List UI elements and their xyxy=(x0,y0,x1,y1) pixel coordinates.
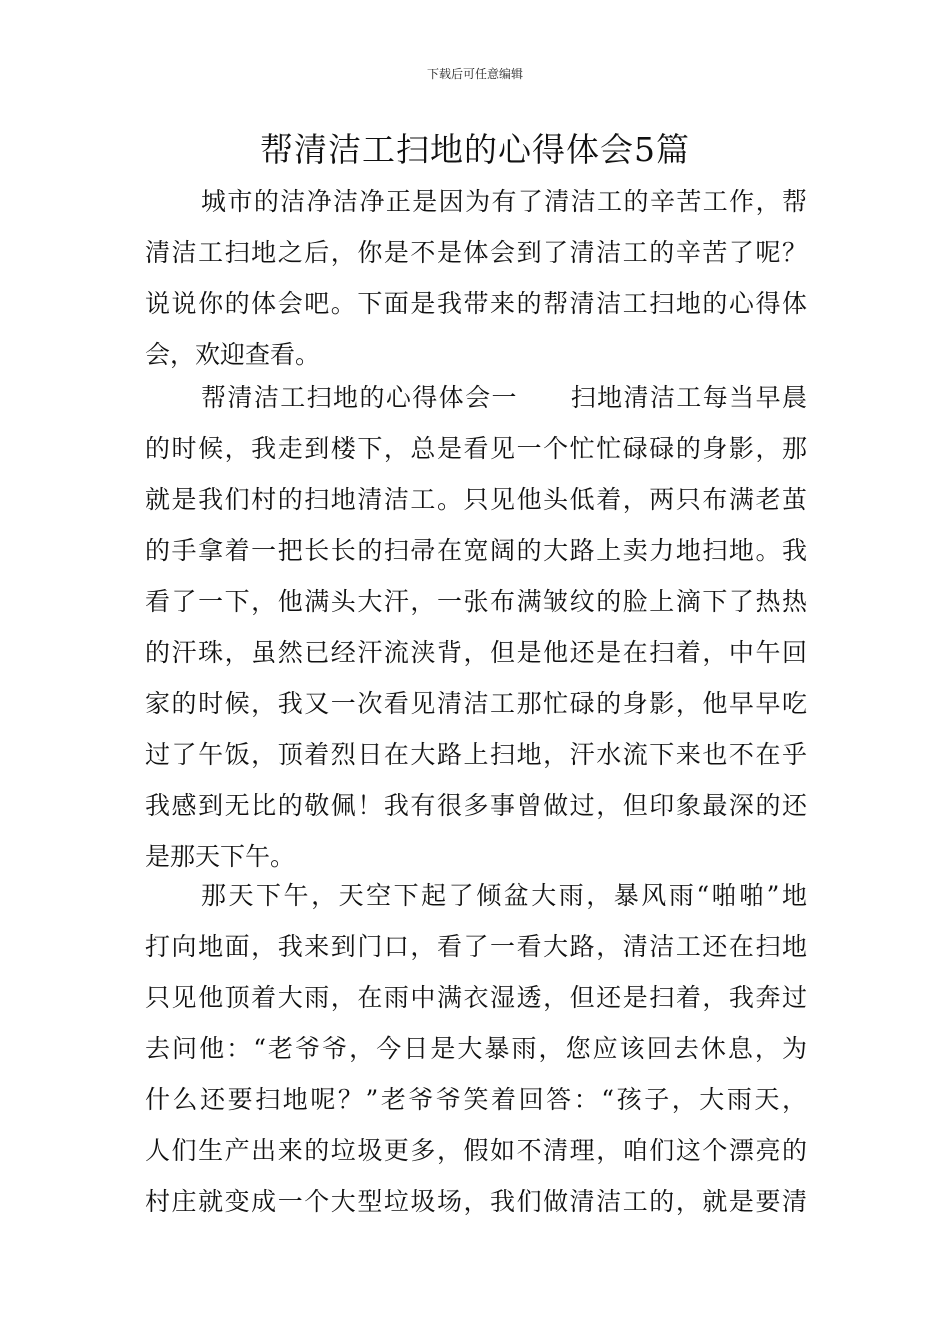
paragraph-line: 的时候，我走到楼下，总是看见一个忙忙碌碌的身影，那 xyxy=(145,434,807,463)
paragraph-line: 说说你的体会吧。下面是我带来的帮清洁工扫地的心得体 xyxy=(145,289,807,318)
paragraph-intro xyxy=(145,176,807,380)
paragraph-line: 会，欢迎查看。 xyxy=(145,340,321,369)
paragraph-line: 清洁工扫地之后，你是不是体会到了清洁工的辛苦了呢？ xyxy=(145,238,807,267)
header-note: 下载后可任意编辑 xyxy=(426,67,523,81)
document-title: 帮清洁工扫地的心得体会5篇 xyxy=(260,130,690,169)
paragraph-line: 过了午饭，顶着烈日在大路上扫地，汗水流下来也不在乎 xyxy=(145,740,807,769)
paragraph-line: 家的时候，我又一次看见清洁工那忙碌的身影，他早早吃 xyxy=(145,689,807,718)
paragraph-line: 就是我们村的扫地清洁工。只见他头低着，两只布满老茧 xyxy=(145,485,807,514)
paragraph-line: 看了一下，他满头大汗，一张布满皱纹的脸上滴下了热热 xyxy=(145,587,807,616)
paragraph-line: 人们生产出来的垃圾更多，假如不清理，咱们这个漂亮的 xyxy=(145,1136,807,1165)
paragraph-line: 只见他顶着大雨，在雨中满衣湿透，但还是扫着，我奔过 xyxy=(145,983,807,1012)
paragraph-line: 城市的洁净洁净正是因为有了清洁工的辛苦工作，帮 xyxy=(201,187,807,216)
paragraph-line: 我感到无比的敬佩！我有很多事曾做过，但印象最深的还 xyxy=(145,791,807,820)
paragraph-line: 的手拿着一把长长的扫帚在宽阔的大路上卖力地扫地。我 xyxy=(145,536,807,565)
paragraph-line: 什么还要扫地呢？”老爷爷笑着回答：“孩子，大雨天， xyxy=(145,1085,807,1114)
paragraph-line: 去问他：“老爷爷，今日是大暴雨，您应该回去休息，为 xyxy=(145,1034,807,1063)
paragraph-line: 的汗珠，虽然已经汗流浃背，但是他还是在扫着，中午回 xyxy=(145,638,807,667)
paragraph-essay-one xyxy=(145,372,807,882)
paragraph-rainy-afternoon xyxy=(145,870,807,1227)
paragraph-line: 村庄就变成一个大型垃圾场，我们做清洁工的，就是要清 xyxy=(145,1187,807,1216)
paragraph-line: 打向地面，我来到门口，看了一看大路，清洁工还在扫地 xyxy=(145,932,807,961)
paragraph-line: 是那天下午。 xyxy=(145,842,296,871)
paragraph-line: 那天下午，天空下起了倾盆大雨，暴风雨“啪啪”地 xyxy=(201,881,807,910)
paragraph-line: 帮清洁工扫地的心得体会一 扫地清洁工每当早晨 xyxy=(201,383,807,412)
